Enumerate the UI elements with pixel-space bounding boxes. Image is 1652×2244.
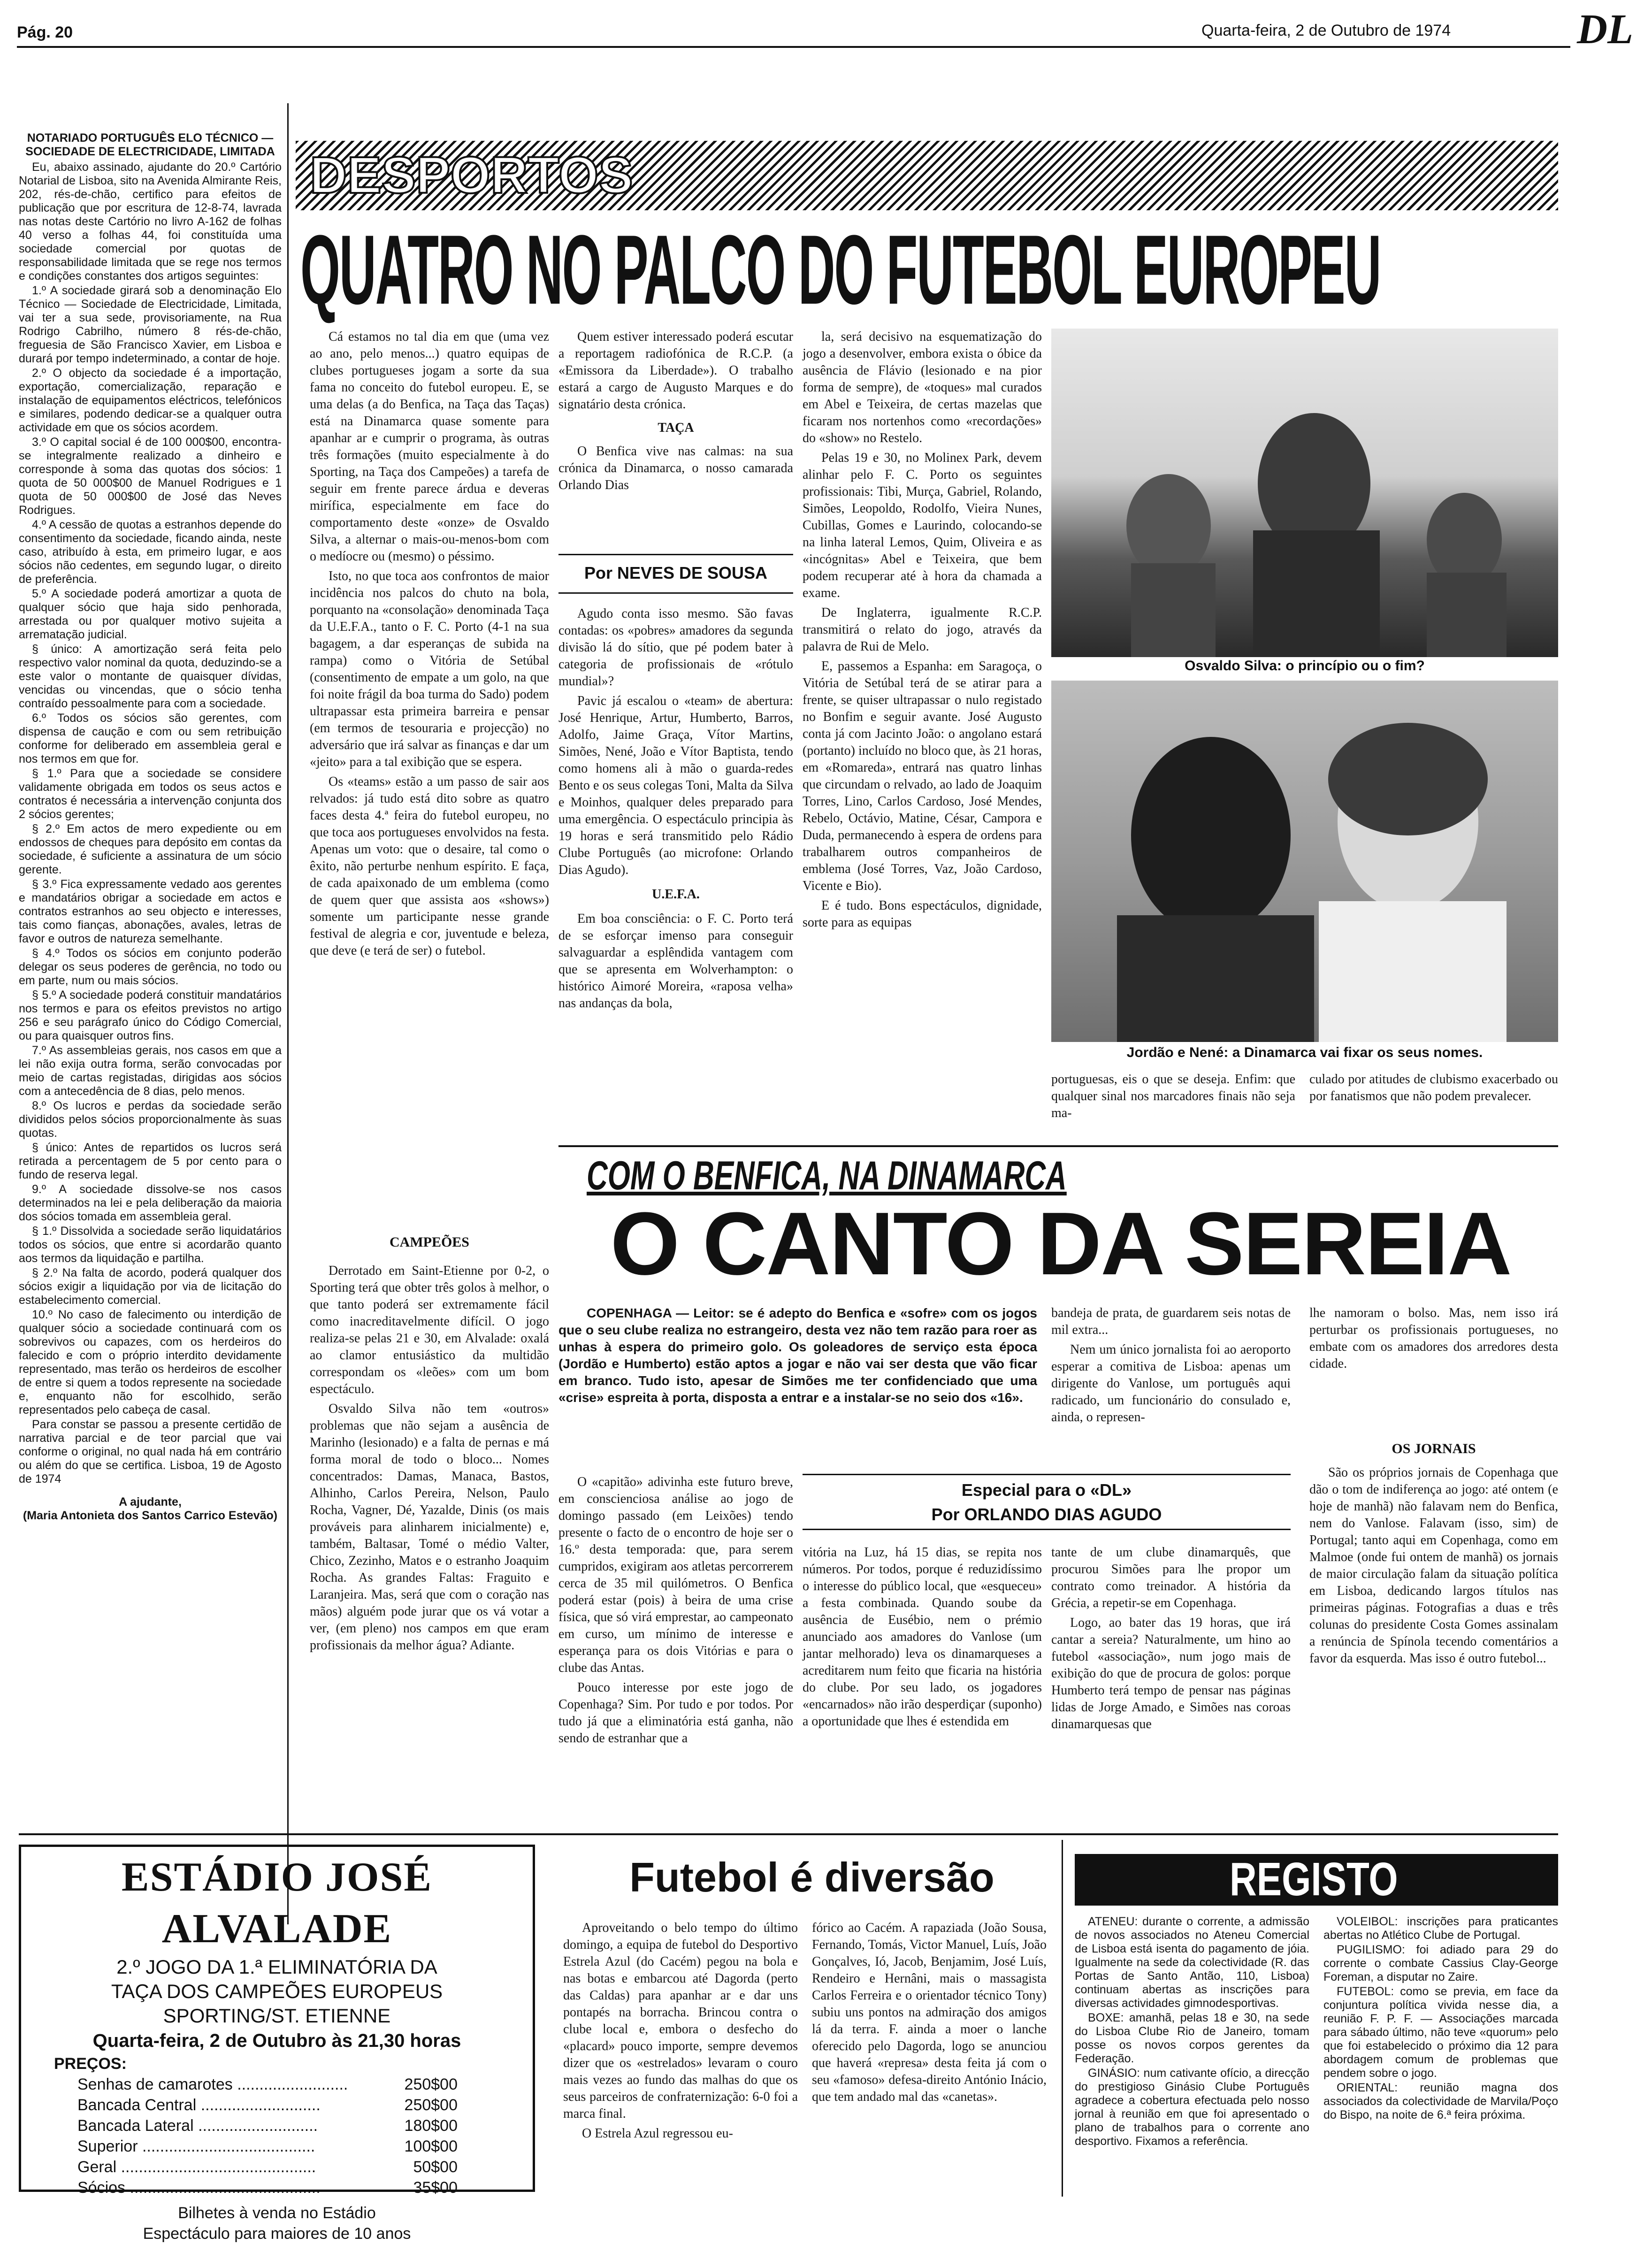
main-headline-wrap	[300, 214, 1549, 325]
benfica-column-3	[1051, 1544, 1291, 1830]
notarial-notice	[19, 131, 282, 1877]
article-paragraph: E, passemos a Espanha: em Saragoça, o Vitória de Setúbal terá de se atirar para a frente, se quiser ultrapassar o nulo registado no Bonfim e seguir avante. José Augusto conta já com Jacinto João: o angolano estará (portanto) incluído no bloco que, às 21 horas, em «Romareda», entrará nas quatro linhas que circundam o relvado, ao lado de Joaquim Torres, Lino, Carlos Cardoso, José Mendes, Rebelo, Octávio, Matine, César, Campora e Duda, permanecendo à espera de ordens para trabalharem outros companheiros de emblema (José Torres, Vaz, João Cardoso, Vicente e Bio).	[803, 659, 1042, 893]
futebol-paragraph: fórico ao Cacém. A rapaziada (João Sousa, Fernando, Tomás, Victor Manuel, Luís, João Gonçalves, Ió, Jacob, Benjamim, José Luís, Rendeiro e Hernâni, mais o massagista Carlos Ferreira e o orientador técnico Tony) subiu uns pontos na admiração dos amigos lá da terra. F. ainda a moer o lanche oferecido pelo Dagorda, logo se anunciou que haverá «represa» desta feita já com o seu «famoso» defesa-direito António Inácio, que tem andado mal das «canetas».	[812, 1921, 1047, 2104]
notice-paragraph: 9.º A sociedade dissolve-se nos casos determinados na lei e pela deliberação da maioria dos sócios tomada em assembleia geral.	[19, 1183, 282, 1223]
special-byline-line2: Por ORLANDO DIAS AGUDO	[931, 1505, 1162, 1524]
registo-item: PUGILISMO: foi adiado para 29 do corrente o combate Cassius Clay-George Foreman, a disputar no Zaire.	[1323, 1943, 1558, 1984]
ad-price-value: 250$00	[404, 2076, 458, 2093]
registo-item: GINÁSIO: num cativante ofício, a direcção do prestigioso Ginásio Clube Português agradece a cobertura efectuada pelo nosso jornal à reunião em que foi apresentado o plano de trabalhos para o corrente ano desportivo. Fixamos a referência.	[1075, 2067, 1309, 2148]
notice-paragraph: 6.º Todos os sócios são gerentes, com dispensa de caução e com ou sem retribuição conforme for deliberado em assembleia geral e nos termos em que for.	[19, 712, 282, 766]
main-article-column-2	[558, 329, 793, 629]
byline-rule-bottom	[558, 592, 793, 594]
notice-paragraph: 8.º Os lucros e perdas da sociedade serão divididos pelos sócios proporcionalmente às suas quotas.	[19, 1099, 282, 1140]
ad-price-label: Sócios ...........................................	[77, 2179, 321, 2197]
notice-divider	[287, 103, 289, 1924]
subhead-uefa: U.E.F.A.	[652, 887, 700, 902]
notice-paragraph: § 2.º Em actos de mero expediente ou em endossos de cheques para depósito em contas da sociedade, é suficiente a assinatura de um sócio gerente.	[19, 822, 282, 876]
section-banner	[296, 141, 1558, 210]
benfica-column-2	[803, 1544, 1042, 1830]
benfica-paragraph: Pouco interesse por este jogo de Copenhaga? Sim. Por tudo e por todos. Por tudo já que a eliminatória está ganha, não sendo de estranhar que a	[558, 1680, 793, 1746]
ad-line-4: Quarta-feira, 2 de Outubro às 21,30 horas	[92, 2030, 461, 2051]
notice-paragraph: Eu, abaixo assinado, ajudante do 20.º Cartório Notarial de Lisboa, sito na Avenida Almirante Reis, 202, rés-de-chão, certifico para efeitos de publicação que por escritura de 12-8-74, lavrada nas notas deste Cartório no livro A-162 de folhas 40 verso a folhas 44, foi constituída uma sociedade comercial por quotas de responsabilidade limitada que se rege nos termos e condições constantes dos artigos seguintes:	[19, 161, 282, 283]
main-article-column-3	[803, 329, 1042, 1141]
benfica-paragraph: lhe namoram o bolso. Mas, nem isso irá perturbar os profissionais portugueses, no embate com os amadores dos arredores desta cidade.	[1309, 1306, 1558, 1371]
futebol-column-1	[563, 1920, 798, 2187]
article-paragraph: la, será decisivo na esquematização do jogo a desenvolver, embora exista o óbice da ausência de Flávio (lesionado e na pior forma de sempre), de «toques» mal curados em Abel e Teixeira, de certas mazelas que ficaram nos nortenhos como «recordações» do «show» no Restelo.	[803, 329, 1042, 445]
byline: Por NEVES DE SOUSA	[584, 563, 768, 582]
notice-paragraph: § 5.º A sociedade poderá constituir mandatários nos termos e para os efeitos previstos no artigo 256 e seu parágrafo único do Código Comercial, ou para quaisquer outros fins.	[19, 988, 282, 1042]
article-paragraph: Quem estiver interessado poderá escutar a reportagem radiofónica de R.C.P. (a «Emissora da Liberdade»). O trabalho estará a cargo de Augusto Marques e do signatário desta crónica.	[558, 329, 793, 412]
ad-prices-label: PREÇOS:	[54, 2055, 127, 2073]
ad-price-value: 50$00	[413, 2158, 458, 2176]
photo-jordao-nene	[1051, 681, 1558, 1042]
byline-rule-top	[558, 554, 793, 555]
subhead-campeoes: CAMPEÕES	[389, 1234, 469, 1250]
notice-title: NOTARIADO PORTUGUÊS ELO TÉCNICO — SOCIEDADE DE ELECTRICIDADE, LIMITADA	[25, 131, 275, 158]
subhead-jornais: OS JORNAIS	[1392, 1441, 1476, 1456]
futebol-paragraph: O Estrela Azul regressou eu-	[582, 2126, 733, 2141]
notice-paragraph: 10.º No caso de falecimento ou interdição de qualquer sócio a sociedade continuará com os sobrevivos ou capazes, com os herdeiros do falecido e com o próprio interdito devidamente representado, mas terão os herdeiros de escolher de entre si quem a todos represente na sociedade e, enquanto não for escolhido, serão representados pelo cabeça de casal.	[19, 1308, 282, 1417]
benfica-paragraph: Logo, ao bater das 19 horas, que irá cantar a sereia? Naturalmente, um hino ao futebol «associação», num jogo mais de exibição do que de procura de golos: porque Humberto terá tempo de pensar nas páginas lidas de Jorge Amado, e Simões nas coroas dinamarquesas que	[1051, 1616, 1291, 1731]
registo-banner	[1075, 1854, 1558, 1906]
registo-item: FUTEBOL: como se previa, em face da conjuntura política vivida nesse dia, a reunião F. P. F. — Associações marcada para sábado último, não teve «quorum» pelo que foi estabelecido o próximo dia 12 para abordagem comum de problemas que pendem sobre o jogo.	[1323, 1985, 1558, 2080]
benfica-kicker: COM O BENFICA, NA DINAMARCA	[587, 1153, 1067, 1198]
futebol-headline: Futebol é diversão	[629, 1854, 994, 1900]
registo-divider	[1062, 1840, 1063, 2197]
notice-paragraph: 2.º O objecto da sociedade é a importação, exportação, comercialização, reparação e instalação de equipamentos eléctricos, telefónicos e similares, podendo dedicar-se a qualquer outra actividade em que os sócios acordem.	[19, 367, 282, 434]
ad-line-3: SPORTING/ST. ETIENNE	[163, 2005, 391, 2027]
photo-jordao-nene-image	[1051, 681, 1558, 1042]
article-paragraph: Cá estamos no tal dia em que (uma vez ao ano, pelo menos...) quatro equipas de clubes portugueses jogam a sorte da sua fama no conceito do futebol europeu. E, se uma delas (a do Benfica, na Taça das Taças) está na Dinamarca quase somente para apanhar ar e cumprir o programa, às outras três formações (muito especialmente à do Sporting, na Taça dos Campeões) a tarefa de seguir em frente parece árdua e deveras mirífica, especialmente em face do comportamento deste «onze» de Osvaldo Silva, a alternar o mais-ou-menos-bom com o medíocre ou (mesmo) o péssimo.	[310, 329, 549, 564]
benfica-column-1	[558, 1474, 793, 1830]
benfica-column-jornais	[1309, 1464, 1558, 1830]
ad-price-row	[77, 2095, 458, 2115]
benfica-paragraph: Nem um único jornalista foi ao aeroporto esperar a comitiva de Lisboa: apenas um dirigente do Vanlose, um português aqui radicado, um funcionário do consulado e, ainda, o represen-	[1051, 1342, 1291, 1425]
benfica-paragraph: O «capitão» adivinha este futuro breve, em conscienciosa análise ao jogo de domingo passado (em Leixões) tendo presente o facto de o encontro de hoje ser o 16.º desta temporada: que, para serem cumpridos, exigiram aos atletas percorrerem cerca de 35 mil quilómetros. O Benfica poderá estar (pois) à beira de uma crise física, que só virá emprestar, ao campeonato em curso, um mínimo de interesse e esperança para os dois Vitórias e para o clube das Antas.	[558, 1475, 793, 1675]
notice-paragraph: 7.º As assembleias gerais, nos casos em que a lei não exija outra forma, serão convocadas por meio de cartas registadas, dirigidas aos sócios com a antecedência de 8 dias, pelo menos.	[19, 1044, 282, 1098]
futebol-column-2	[812, 1920, 1047, 2187]
ad-price-label: Bancada Central ...........................	[77, 2096, 321, 2114]
notice-paragraph: § único: A amortização será feita pelo respectivo valor nominal da quota, deduzindo-se a este valor o montante de quaisquer dívidas, vencidas ou vincendas, que o sócio tenha contraído pessoalmente para com a sociedade.	[19, 643, 282, 710]
ad-price-row	[77, 2177, 458, 2198]
ad-price-label: Senhas de camarotes .........................	[77, 2076, 348, 2093]
notice-paragraph: 4.º A cessão de quotas a estranhos depende do consentimento da sociedade, ficando ainda, neste caso, atribuído à esta, em primeiro lugar, e aos sócios não cedentes, em segundo lugar, o direito de preferência.	[19, 518, 282, 586]
article-paragraph: Isto, no que toca aos confrontos de maior incidência nos palcos do chuto na bola, porquanto na «consolação» denominada Taça da U.E.F.A., tanto o F. C. Porto (4-1 na sua bagagem, a dar esperanças de subida na rampa) como o Vitória de Setúbal (consentimento de empate a um golo, na que foi noite frágil da boa turma do Sado) podem ultrapassar esta primeira barreira e pensar (em termos de tesouraria e projecção) no adversário que irá salvar as finanças e dar um «jeito» para a tal exibição que se espera.	[310, 569, 549, 769]
special-byline-box	[803, 1474, 1291, 1530]
registo-item: ORIENTAL: reunião magna dos associados da colectividade de Marvila/Poço do Bispo, na noite de 6.ª feira próxima.	[1323, 2081, 1558, 2121]
main-article-column-1	[310, 329, 549, 1206]
notice-paragraph: 1.º A sociedade girará sob a denominação Elo Técnico — Sociedade de Electricidade, Limitada, vai ter a sua sede, provisoriamente, na Rua Rodrigo Cabrilho, número 8 rés-de-chão, freguesia de São Francisco Xavier, em Lisboa e durará por tempo indeterminado, a contar de hoje.	[19, 284, 282, 365]
ad-title: ESTÁDIO JOSÉ ALVALADE	[121, 1854, 433, 1952]
header-rule	[17, 46, 1570, 48]
registo-item: VOLEIBOL: inscrições para praticantes abertas no Atlético Clube de Portugal.	[1323, 1915, 1558, 1942]
article-paragraph: Derrotado em Saint-Etienne por 0-2, o Sporting terá que obter três golos à melhor, o que tanto poderá ser extremamente fácil como inacreditavelmente difícil. O jogo realiza-se pelas 21 e 30, em Alvalade: oxalá ao clamor entusiástico da multidão correspondam os «leões» com um bom espectáculo.	[310, 1264, 549, 1396]
issue-date: Quarta-feira, 2 de Outubro de 1974	[1201, 22, 1451, 39]
main-article-column-1b	[310, 1263, 549, 1812]
article-paragraph: Os «teams» estão a um passo de sair aos relvados: já tudo está dito sobre as quatro faces desta 4.ª feira do futebol europeu, no que toca aos portugueses envolvidos na festa. Apenas um voto: que o desaire, tal como o êxito, não perturbe nenhum espírito. E faça, de cada apaixonado de um emblema (como de quem quer que assista aos «shows») somente um participante nesse grande festival de alegria e cor, juventude e beleza, que deve (e terá de ser) o futebol.	[310, 774, 549, 958]
photo-osvaldo-silva-image	[1051, 329, 1558, 657]
notice-signature-name: (Maria Antonieta dos Santos Carrico Estevão)	[23, 1509, 278, 1522]
registo-item: ATENEU: durante o corrente, a admissão de novos associados no Ateneu Comercial de Lisboa está isenta do pagamento de jóia. Igualmente na sede da colectividade (R. das Portas de Santo Antão, 110, Lisboa) continuam abertas as inscrições para diversas actividades gimnodesportivas.	[1075, 1915, 1309, 2010]
subhead-taca: TAÇA	[658, 421, 694, 435]
benfica-paragraph: bandeja de prata, de guardarem seis notas de mil extra...	[1051, 1306, 1291, 1337]
registo-item: BOXE: amanhã, pelas 18 e 30, na sede do Lisboa Clube Rio de Janeiro, tomam posse os novos corpos gerentes da Federação.	[1075, 2011, 1309, 2065]
newspaper-logo: DL	[1577, 6, 1633, 53]
notice-paragraph: § único: Antes de repartidos os lucros será retirada a percentagem de 5 por cento para o fundo de reserva legal.	[19, 1141, 282, 1181]
benfica-kicker-wrap	[587, 1155, 1478, 1197]
ad-price-row	[77, 2157, 458, 2177]
ad-price-label: Geral ............................................	[77, 2158, 316, 2176]
notice-paragraph: § 1.º Dissolvida a sociedade serão liquidatários todos os sócios, que entre si acordarão quanto aos termos da liquidação e partilha.	[19, 1225, 282, 1265]
article-paragraph: O Benfica vive nas calmas: na sua crónica da Dinamarca, o nosso camarada Orlando Dias	[558, 444, 793, 492]
benfica-paragraph: vitória na Luz, há 15 dias, se repita nos números. Por todos, porque é reduzidíssimo o interesse do público local, que «esqueceu» a festa combinada. Quando soube da ausência de Eusébio, nem o prémio anunciado aos amadores do Vanlose (um jantar melhorado) leva os dinamarqueses a acreditarem num feito que ficaria na história do clube. Por seu lado, os jogadores «encarnados» não irão desperdiçar (suponho) a oportunidade que lhes é estendida em	[803, 1545, 1042, 1729]
benfica-rule-top	[558, 1145, 1558, 1147]
photo-jordao-nene-caption: Jordão e Nené: a Dinamarca vai fixar os seus nomes.	[1126, 1045, 1483, 1060]
article-paragraph: Agudo conta isso mesmo. São favas contadas: os «pobres» amadores da segunda divisão lá do sítio, que pé podem bater à categoria de profissionais de «rótulo mundial»?	[558, 606, 793, 689]
registo-column-1	[1075, 1915, 1309, 2192]
ad-footer-2: Espectáculo para maiores de 10 anos	[143, 2225, 411, 2243]
ad-footer-1: Bilhetes à venda no Estádio	[178, 2204, 376, 2222]
registo-column-2	[1323, 1915, 1558, 2192]
main-article-column-4	[1051, 1071, 1295, 1127]
notice-paragraph: § 3.º Fica expressamente vedado aos gerentes e mandatários obrigar a sociedade em actos e contratos estranhos ao seu objecto e interesses, tais como fianças, abonações, avales, letras de favor e outros de natureza semelhante.	[19, 878, 282, 945]
ad-price-label: Bancada Lateral ...........................	[77, 2117, 318, 2135]
futebol-paragraph: Aproveitando o belo tempo do último domingo, a equipa de futebol do Desportivo Estrela Azul (do Cacém) pegou na bola e nas botas e embarcou até Dagorda (perto das Caldas) para apanhar ar e dar uns pontapés na borracha. Brincou contra o clube local e, embora o desfecho do «placard» pouco importe, sempre devemos dizer que os «estrelados» levaram o couro mais vezes ao fundo das malhas do que os seus parceiros de confraternização: 6-0 foi a marca final.	[563, 1921, 798, 2121]
benfica-lead-paragraph: COPENHAGA — Leitor: se é adepto do Benfica e «sofre» com os jogos que o seu clube realiza no estrangeiro, desta vez não tem razão para roer as unhas à espera do primeiro golo. Os goleadores de serviço esta época (Jordão e Humberto) estão aptos a jogar e não vai ser desta que vão ficar em branco. Tudo isto, apesar de Simões me ter confidenciado que uma «crise» espreita à porta, disposta a entrar e a instalar-se no seio dos «16».	[558, 1306, 1037, 1405]
stadium-ad	[19, 1845, 535, 2243]
ad-price-value: 180$00	[404, 2117, 458, 2135]
notice-paragraph: 5.º A sociedade poderá amortizar a quota de qualquer sócio que haja sido penhorada, arrestada ou por qualquer motivo sujeita a arrematação judicial.	[19, 587, 282, 641]
notice-signature-title: A ajudante,	[119, 1495, 182, 1509]
notice-paragraph: § 4.º Todos os sócios em conjunto poderão delegar os seus poderes de gerência, no todo ou em parte, num ou mais sócios.	[19, 947, 282, 987]
registo-title: REGISTO	[1230, 1853, 1398, 1906]
main-headline: QUATRO NO PALCO DO FUTEBOL EUROPEU	[300, 214, 1381, 325]
benfica-headline: O CANTO DA SEREIA	[610, 1194, 1511, 1294]
photo-osvaldo-silva-caption: Osvaldo Silva: o princípio ou o fim?	[1185, 658, 1425, 674]
ad-line-1: 2.º JOGO DA 1.ª ELIMINATÓRIA DA	[116, 1956, 437, 1978]
article-paragraph: Pelas 19 e 30, no Molinex Park, devem alinhar pelo F. C. Porto os seguintes profissionais: Tibi, Murça, Gabriel, Rolando, Simões, Leopoldo, Rodolfo, Vieira Nunes, Cubillas, Gomes e Laurindo, colocando-se na linha lateral Lemos, Quim, Oliveira e as «incógnitas» Abel e Teixeira, que bem podem recuperar até à hora da chamada a exame.	[803, 451, 1042, 600]
notice-paragraph: § 2.º Na falta de acordo, poderá qualquer dos sócios exigir a liquidação por via de licitação do estabelecimento comercial.	[19, 1266, 282, 1307]
ad-price-list	[77, 2074, 458, 2198]
notice-paragraph: Para constar se passou a presente certidão de narrativa parcial e de teor parcial que vai conforme o original, no qual nada há em contrário ou além do que se certifica. Lisboa, 19 de Agosto de 1974	[19, 1418, 282, 1486]
page-number: Pág. 20	[17, 23, 73, 41]
ad-line-2: TAÇA DOS CAMPEÕES EUROPEUS	[111, 1980, 443, 2002]
benfica-column-top-mid	[1051, 1305, 1291, 1464]
ad-price-row	[77, 2074, 458, 2095]
article-paragraph: culado por atitudes de clubismo exacerbado ou por fanatismos que não podem prevalecer.	[1309, 1072, 1558, 1103]
notice-paragraph: 3.º O capital social é de 100 000$00, encontra-se integralmente realizado a dinheiro e corresponde à soma das quotas dos sócios: 1 quota de 50 000$00 de Manuel Rodrigues e 1 quota de 50 000$00 de José das Neves Rodrigues.	[19, 436, 282, 517]
main-article-column-2b	[558, 605, 793, 1141]
bottom-section-rule	[19, 1833, 1558, 1835]
photo-osvaldo-silva	[1051, 329, 1558, 657]
main-article-column-5	[1309, 1071, 1558, 1127]
ad-price-row	[77, 2136, 458, 2157]
article-paragraph: portuguesas, eis o que se deseja. Enfim: que qualquer sinal nos marcadores finais não seja ma-	[1051, 1072, 1295, 1120]
ad-price-value: 100$00	[404, 2137, 458, 2155]
ad-price-label: Superior .......................................	[77, 2137, 315, 2155]
section-title: DESPORTOS	[310, 146, 633, 204]
benfica-paragraph: tante de um clube dinamarquês, que procurou Simões para lhe propor um contrato como treinador. A história da Grécia, a repetir-se em Copenhaga.	[1051, 1545, 1291, 1610]
article-paragraph: Pavic já escalou o «team» de abertura: José Henrique, Artur, Humberto, Barros, Adolfo, Jaime Graça, Vítor Martins, Simões, Nené, João e Vítor Baptista, tendo como homens ali à mão o guarda-redes Bento e os seus colegas Toni, Malta da Silva e Moinhos, qualquer deles preparado para uma emergência. O espectáculo principia às 19 horas e será transmitido pelo Rádio Clube Português (ao microfone: Orlando Dias Agudo).	[558, 694, 793, 877]
special-byline-line1: Especial para o «DL»	[961, 1480, 1132, 1500]
notice-paragraph: § 1.º Para que a sociedade se considere validamente obrigada em todos os seus actos e contratos é necessária a intervenção conjunta dos 2 sócios gerentes;	[19, 767, 282, 821]
article-paragraph: Em boa consciência: o F. C. Porto terá de se esforçar imenso para conseguir salvaguardar a esplêndida vantagem com que se apresenta em Wolverhampton: o histórico Aimoré Moreira, «raposa velha» nas andanças da bola,	[558, 911, 793, 1011]
benfica-column-right	[1309, 1305, 1558, 1427]
ad-price-value: 35$00	[413, 2179, 458, 2197]
benfica-lead	[558, 1305, 1037, 1474]
benfica-paragraph: São os próprios jornais de Copenhaga que dão o tom de indiferença ao jogo: até ontem (e hoje de manhã) não falavam nem do Benfica, nem do Vanlose. Falavam (isso, sim) de Portugal; tanto aqui em Copenhaga, como em Malmoe (onde fui ontem de manhã) os jornais de maior circulação falam da situação política em Lisboa, dedicando largos títulos nas primeiras páginas. Fotografias a duas e três colunas do presidente Costa Gomes assinalam a renúncia de Spínola tecendo comentários a favor da esquerda. Mas isso é outro futebol...	[1309, 1465, 1558, 1666]
article-paragraph: De Inglaterra, igualmente R.C.P. transmitirá o relato do jogo, através da palavra de Rui de Melo.	[803, 605, 1042, 654]
article-paragraph: Osvaldo Silva não tem «outros» problemas que não sejam a ausência de Marinho (lesionado) e a falta de pernas e má forma moral de todo o bloco... Nomes concentrados: Damas, Manaca, Bastos, Alhinho, Carlos Pereira, Nelson, Paulo Rocha, Vagner, Dé, Yazalde, Dinis (os mais prováveis para alinharem inicialmente) e, também, Baltasar, Tomé o médio Valter, Chico, Zezinho, Matos e o estranho Joaquim Rocha. As grandes Faltas: Fraguito e Laranjeira. Mas, será que com o coração nas mãos) alguém pode jurar que os vá votar a ver, (em pleno) nos campos em que eram profissionais da melhor água? Adiante.	[310, 1402, 549, 1653]
ad-price-row	[77, 2115, 458, 2136]
ad-price-value: 250$00	[404, 2096, 458, 2114]
article-paragraph: E é tudo. Bons espectáculos, dignidade, sorte para as equipas	[803, 898, 1042, 930]
